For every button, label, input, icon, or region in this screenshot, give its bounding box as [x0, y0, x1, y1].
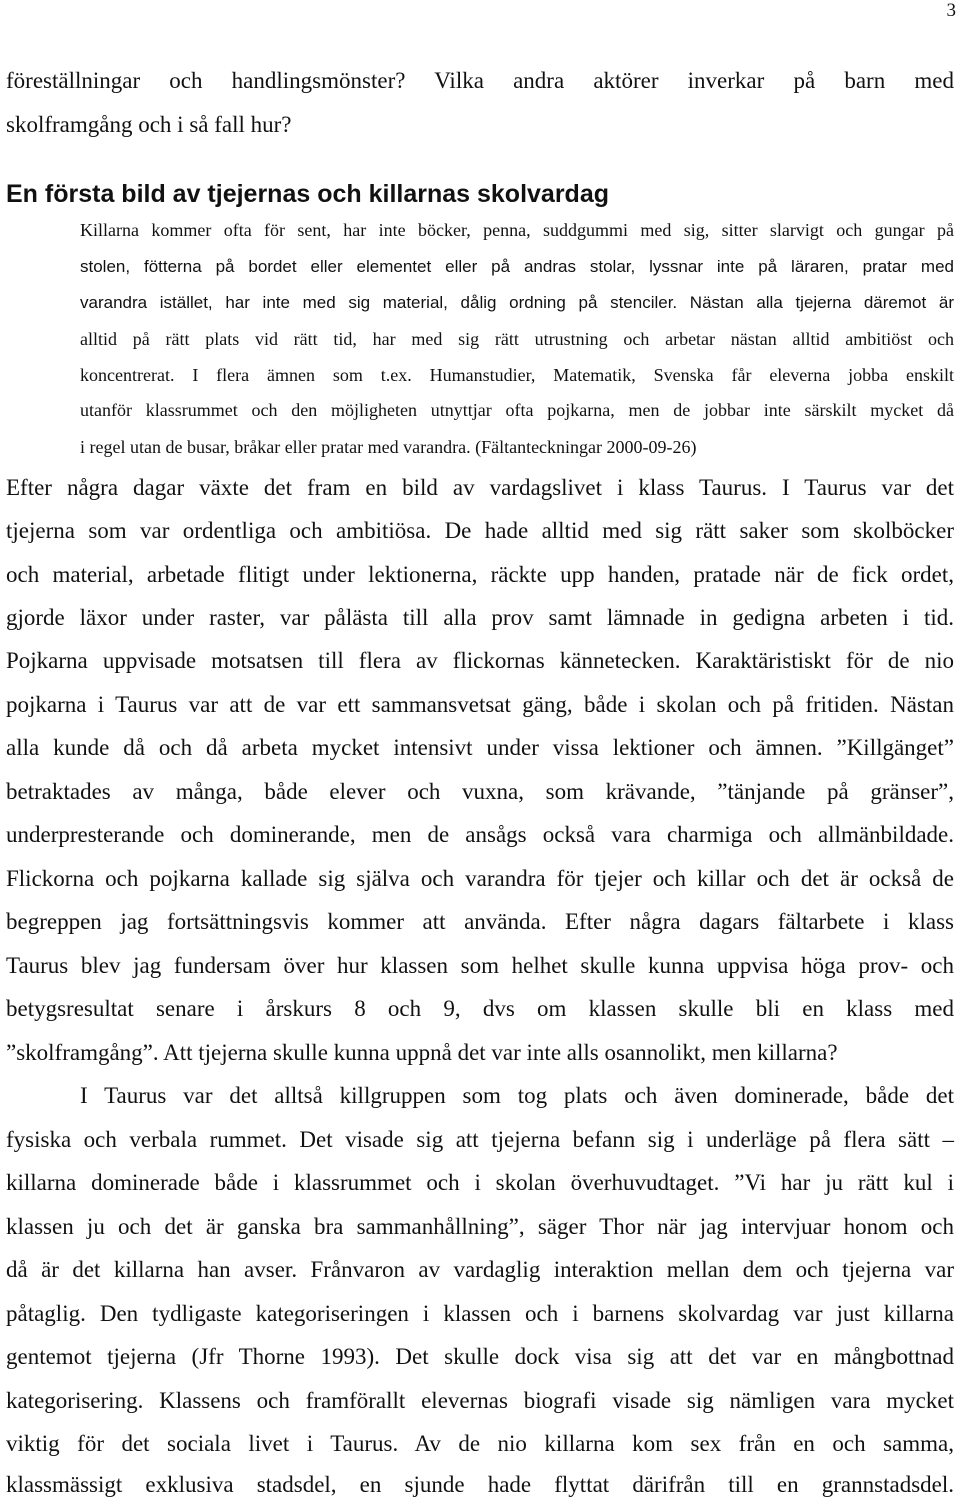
- field-note-line: utanför klassrummet och den möjligheten utnyttjar ofta pojkarna, men de jobbar inte särskilt mycket då: [80, 400, 954, 420]
- paragraph-line: Flickorna och pojkarna kallade sig själva och varandra för tjejer och killar och det är också de: [6, 866, 954, 891]
- paragraph-line: klassen ju och det är ganska bra sammanhållning”, säger Thor när jag intervjuar honom och: [6, 1214, 954, 1239]
- paragraph-line: Taurus blev jag fundersam över hur klassen som helhet skulle kunna uppvisa höga prov- och: [6, 953, 954, 978]
- paragraph-line: gjorde läxor under raster, var pålästa till alla prov samt lämnade in gedigna arbeten i tid.: [6, 605, 954, 630]
- intro-line: skolframgång och i så fall hur?: [6, 112, 292, 137]
- paragraph-line: alla kunde då och då arbeta mycket intensivt under vissa lektioner och ämnen. ”Killgänget”: [6, 735, 954, 760]
- paragraph-line: ”skolframgång”. Att tjejerna skulle kunna uppnå det var inte alls osannolikt, men killarna?: [6, 1040, 838, 1065]
- paragraph-line: betygsresultat senare i årskurs 8 och 9, dvs om klassen skulle bli en klass med: [6, 996, 954, 1021]
- field-note-line: stolen, fötterna på bordet eller elementet eller på andras stolar, lyssnar inte på läraren, pratar med: [80, 257, 954, 276]
- paragraph-line: påtaglig. Den tydligaste kategoriseringen i klassen och i barnens skolvardag var just killarna: [6, 1301, 954, 1326]
- paragraph-line: kategorisering. Klassens och framförallt elevernas biografi visade sig nämligen vara mycket: [6, 1388, 954, 1413]
- paragraph-line: underpresterande och dominerande, men de ansågs också vara charmiga och allmänbildade.: [6, 822, 954, 847]
- paragraph-line: I Taurus var det alltså killgruppen som tog plats och även dominerade, både det: [80, 1083, 954, 1108]
- paragraph-line: killarna dominerade både i klassrummet och i skolan överhuvudtaget. ”Vi har ju rätt kul i: [6, 1170, 954, 1195]
- paragraph-line: Pojkarna uppvisade motsatsen till flera av flickornas kännetecken. Karaktäristiskt för de nio: [6, 648, 954, 673]
- paragraph-line: tjejerna som var ordentliga och ambitiösa. De hade alltid med sig rätt saker som skolböcker: [6, 518, 954, 543]
- paragraph-line: gentemot tjejerna (Jfr Thorne 1993). Det skulle dock visa sig att det var en mångbottnad: [6, 1344, 954, 1369]
- paragraph-line: klassmässigt exklusiva stadsdel, en sjunde hade flyttat därifrån till en grannstadsdel.: [6, 1472, 954, 1497]
- paragraph-line: pojkarna i Taurus var att de var ett sammansvetsat gäng, både i skolan och på fritiden. Nästan: [6, 692, 954, 717]
- paragraph-line: begreppen jag fortsättningsvis kommer att använda. Efter några dagars fältarbete i klass: [6, 909, 954, 934]
- field-note-line: alltid på rätt plats vid rätt tid, har med sig rätt utrustning och arbetar nästan alltid ambitiöst och: [80, 329, 954, 349]
- page-number: 3: [946, 0, 956, 21]
- paragraph-line: betraktades av många, både elever och vuxna, som krävande, ”tänjande på gränser”,: [6, 779, 954, 804]
- field-note-line: Killarna kommer ofta för sent, har inte böcker, penna, suddgummi med sig, sitter slarvigt och gungar på: [80, 220, 954, 240]
- intro-line: föreställningar och handlingsmönster? Vilka andra aktörer inverkar på barn med: [6, 68, 954, 93]
- field-note-line: varandra istället, har inte med sig material, dålig ordning på stenciler. Nästan alla tjejerna däremot är: [80, 293, 954, 312]
- paragraph-line: viktig för det sociala livet i Taurus. Av de nio killarna kom sex från en och samma,: [6, 1431, 954, 1456]
- section-heading: En första bild av tjejernas och killarnas skolvardag: [6, 180, 610, 208]
- paragraph-line: Efter några dagar växte det fram en bild av vardagslivet i klass Taurus. I Taurus var det: [6, 475, 954, 500]
- field-note-line: koncentrerat. I flera ämnen som t.ex. Humanstudier, Matematik, Svenska får eleverna jobba enskilt: [80, 365, 954, 385]
- paragraph-line: då är det killarna han avser. Frånvaron av vardaglig interaktion mellan dem och tjejerna var: [6, 1257, 954, 1282]
- paragraph-line: fysiska och verbala rummet. Det visade sig att tjejerna befann sig i underläge på flera sätt –: [6, 1127, 954, 1152]
- field-note-line: i regel utan de busar, bråkar eller pratar med varandra. (Fältanteckningar 2000-09-26): [80, 437, 697, 457]
- paragraph-line: och material, arbetade flitigt under lektionerna, räckte upp handen, pratade när de fick ordet,: [6, 562, 954, 587]
